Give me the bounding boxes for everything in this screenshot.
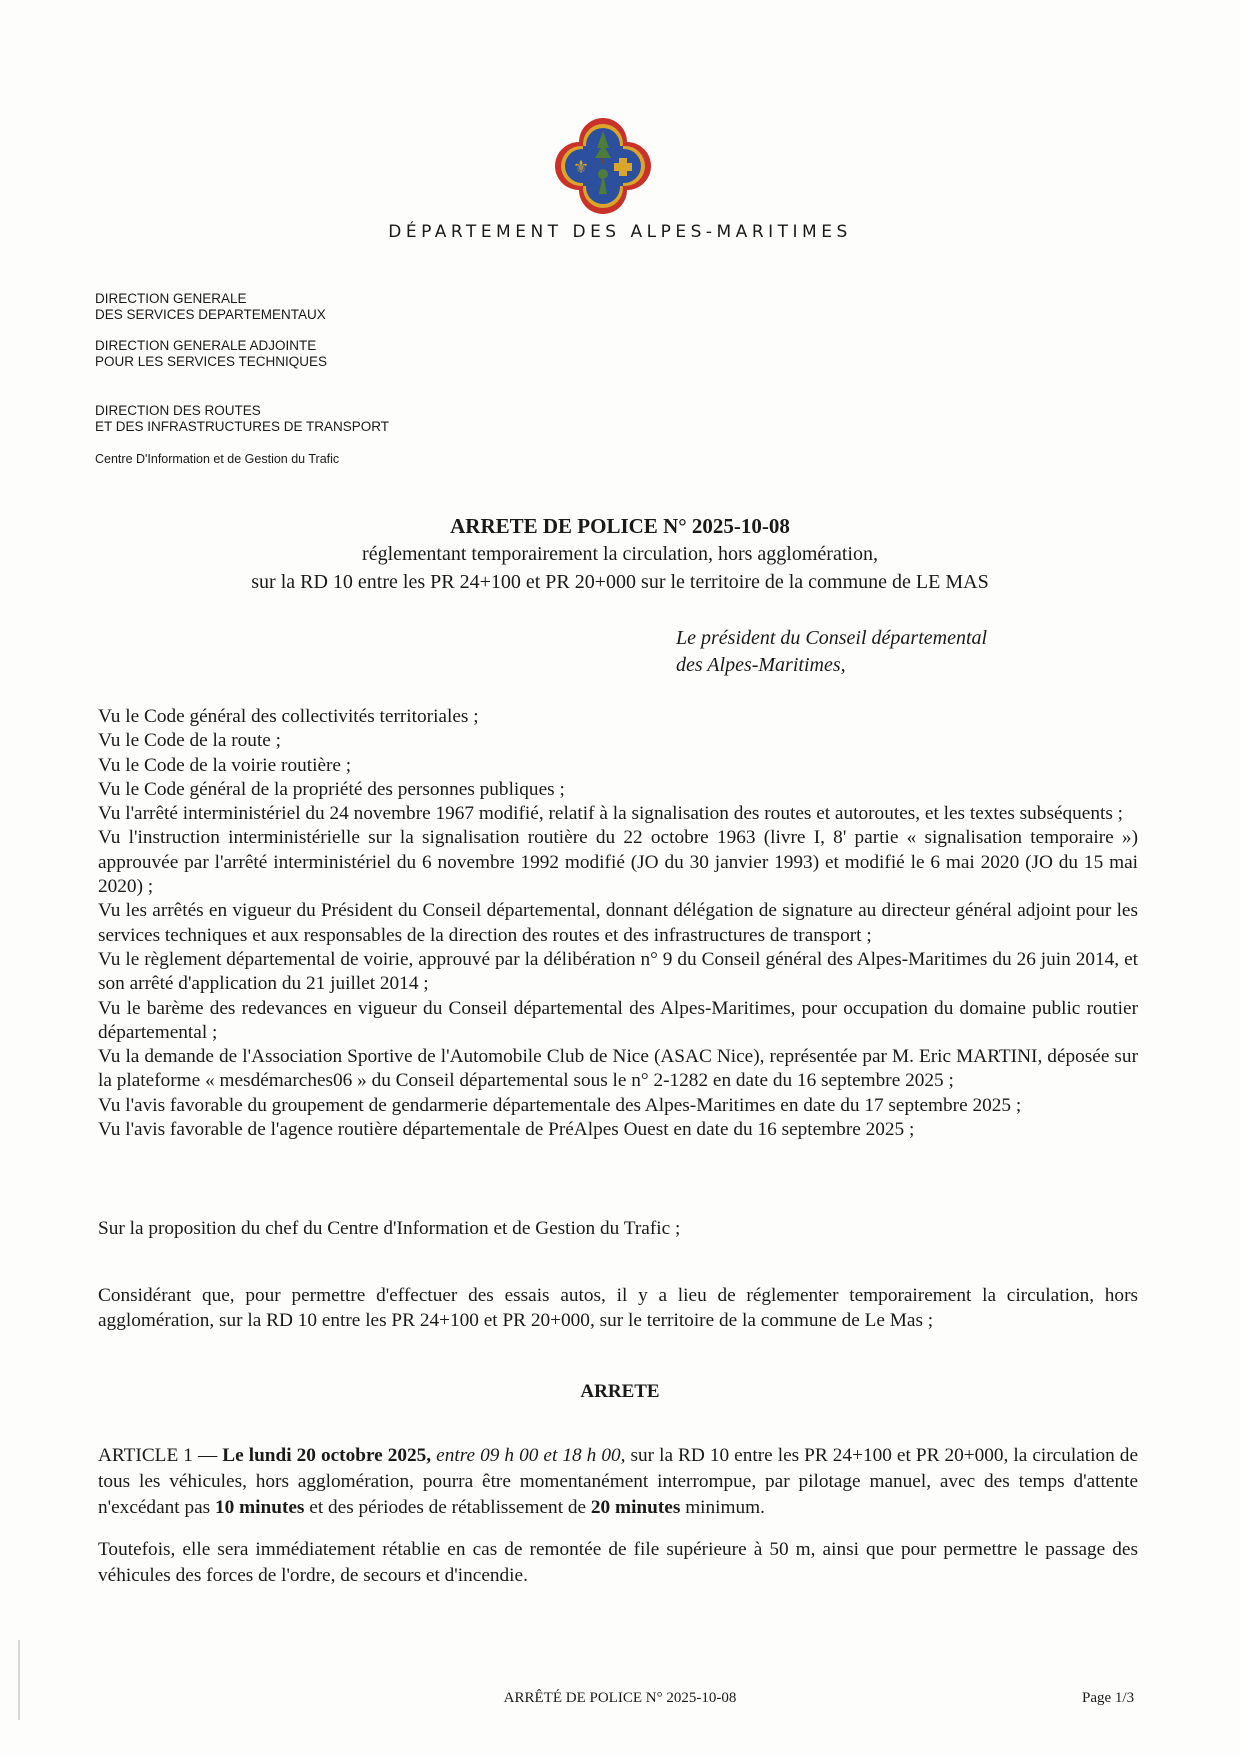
considerant-paragraph: Considérant que, pour permettre d'effectuer des essais autos, il y a lieu de réglementer temporairement la circulation, hors agglomération, sur la RD 10 entre les PR 24+100 et PR 20+000, sur le territoire de la commune de Le Mas ; — [98, 1285, 1138, 1331]
vu-item: Vu le Code général de la propriété des personnes publiques ; — [98, 778, 565, 800]
president-signatory — [676, 625, 987, 679]
vu-item: Vu l'avis favorable du groupement de gendarmerie départementale des Alpes-Maritimes en date du 17 septembre 2025 ; — [98, 1094, 1022, 1116]
direction-line: POUR LES SERVICES TECHNIQUES — [95, 354, 328, 369]
centre-name: Centre D'Information et de Gestion du Trafic — [95, 452, 340, 466]
direction-block-2 — [95, 338, 327, 370]
vu-item: Vu l'avis favorable de l'agence routière départementale de PréAlpes Ouest en date du 16 septembre 2025 ; — [98, 1119, 915, 1141]
arrete-heading: ARRETE — [580, 1381, 660, 1402]
scan-margin-line — [18, 1640, 20, 1720]
vu-item: Vu le Code général des collectivités territoriales ; — [98, 706, 479, 727]
vu-item: Vu la demande de l'Association Sportive de l'Automobile Club de Nice (ASAC Nice), représentée par M. Eric MARTINI, déposée sur la plateforme « mesdémarches06 » du Conseil départemental sous le n° 2-1282 en date du 16 septembre 2025 ; — [98, 1046, 1138, 1092]
direction-line: DIRECTION GENERALE — [95, 291, 247, 306]
svg-text:⚜: ⚜ — [572, 157, 590, 178]
page-number: Page 1/3 — [1082, 1690, 1135, 1706]
vu-item: Vu l'instruction interministérielle sur la signalisation routière du 22 octobre 1963 (livre I, 8' partie « signalisation temporaire ») approuvée par l'arrêté interministériel du 6 novembre 1992 modifié (JO du 30 janvier 1993) et modifié le 6 mai 2020 (JO du 15 mai 2020) ; — [98, 827, 1138, 898]
title-subtitle-2: sur la RD 10 entre les PR 24+100 et PR 20+000 sur le territoire de la commune de LE MAS — [251, 571, 989, 593]
department-name: DÉPARTEMENT DES ALPES-MARITIMES — [388, 222, 852, 242]
vu-item: Vu le Code de la route ; — [98, 730, 282, 752]
direction-block-1 — [95, 291, 326, 323]
toutefois-paragraph: Toutefois, elle sera immédiatement rétablie en cas de remontée de file supérieure à 50 m, ainsi que pour permettre le passage des véhicules des forces de l'ordre, de secours et d'incendie. — [98, 1539, 1138, 1586]
wait-duration: 10 minutes — [214, 1497, 305, 1518]
vu-item: Vu le barème des redevances en vigueur du Conseil départemental des Alpes-Maritimes, pour occupation du domaine public routier départemental ; — [98, 997, 1138, 1043]
crest-icon — [555, 118, 651, 214]
article-date: Le lundi 20 octobre 2025, — [222, 1445, 432, 1466]
vu-item: Vu le règlement départemental de voirie, approuvé par la délibération n° 9 du Conseil général des Alpes-Maritimes du 26 juin 2014, et son arrêté d'application du 21 juillet 2014 ; — [98, 948, 1138, 995]
restore-duration: 20 minutes — [590, 1497, 681, 1518]
document-title — [0, 512, 1240, 596]
vu-item: Vu l'arrêté interministériel du 24 novembre 1967 modifié, relatif à la signalisation des routes et autoroutes, et les textes subséquents ; — [98, 803, 1124, 825]
footer-title: ARRÊTÉ DE POLICE N° 2025-10-08 — [503, 1690, 737, 1706]
article-hours: entre 09 h 00 et 18 h 00, — [436, 1445, 626, 1466]
vu-item: Vu les arrêtés en vigueur du Président du Conseil départemental, donnant délégation de signature au directeur général adjoint pour les services techniques et aux responsables de la direction des routes et des infrastructures de transport ; — [98, 900, 1138, 946]
article-text: sur la RD 10 entre les PR 24+100 et PR 20+000, la circulation de tous les véhicules, hors agglomération, pourra être momentanément interrompue, par pilotage manuel, avec des temps d'attente n'excédant pas — [98, 1445, 1139, 1518]
coat-of-arms-logo — [555, 118, 651, 214]
article-label: ARTICLE 1 — — [98, 1445, 218, 1466]
vu-list — [98, 705, 1138, 1142]
president-line: des Alpes-Maritimes, — [676, 654, 846, 676]
direction-line: DIRECTION GENERALE ADJOINTE — [95, 338, 317, 353]
president-line: Le président du Conseil départemental — [676, 627, 988, 649]
article-1 — [98, 1443, 1138, 1521]
title-subtitle-1: réglementant temporairement la circulation, hors agglomération, — [362, 543, 878, 565]
direction-block-3 — [95, 403, 389, 435]
vu-item: Vu le Code de la voirie routière ; — [98, 754, 352, 776]
title-main: ARRETE DE POLICE N° 2025-10-08 — [450, 514, 790, 538]
direction-line: DES SERVICES DEPARTEMENTAUX — [95, 307, 326, 322]
direction-line: DIRECTION DES ROUTES — [95, 403, 261, 418]
direction-line: ET DES INFRASTRUCTURES DE TRANSPORT — [95, 419, 390, 434]
proposal-paragraph: Sur la proposition du chef du Centre d'Information et de Gestion du Trafic ; — [98, 1218, 681, 1239]
article-text: minimum. — [685, 1497, 765, 1518]
article-text: et des périodes de rétablissement de — [309, 1497, 587, 1518]
